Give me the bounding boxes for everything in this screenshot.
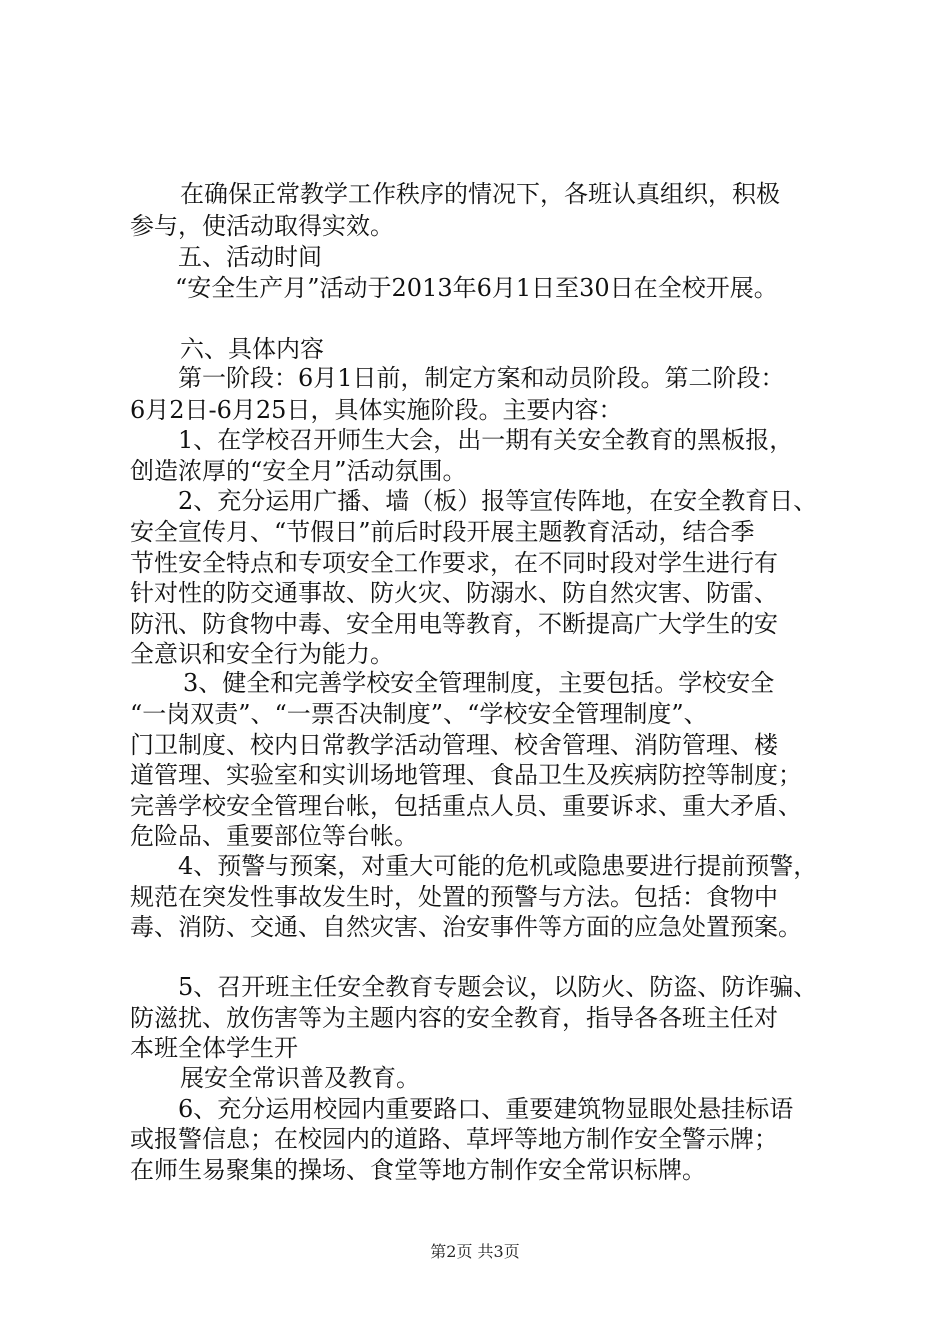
paragraph-line: 防滋扰、放伤害等为主题内容的安全教育，指导各各班主任对 <box>130 1004 778 1032</box>
paragraph-line: 危险品、重要部位等台帐。 <box>130 822 418 850</box>
paragraph-line: 2、充分运用广播、墙（板）报等宣传阵地，在安全教育日、 <box>178 487 818 515</box>
paragraph-line: 节性安全特点和专项安全工作要求，在不同时段对学生进行有 <box>130 549 778 577</box>
paragraph-line: 6月2日-6月25日，具体实施阶段。主要内容： <box>130 396 623 424</box>
paragraph-line: 规范在突发性事故发生时，处置的预警与方法。包括：食物中 <box>130 883 778 911</box>
paragraph-line: 4、预警与预案，对重大可能的危机或隐患要进行提前预警， <box>178 852 818 880</box>
page-number-footer: 第2页 共3页 <box>430 1242 520 1261</box>
paragraph-line: 参与，使活动取得实效。 <box>130 212 394 240</box>
paragraph-line: 毒、消防、交通、自然灾害、治安事件等方面的应急处置预案。 <box>130 913 802 941</box>
paragraph-line: 创造浓厚的“安全月”活动氛围。 <box>130 457 467 485</box>
paragraph-line: 在确保正常教学工作秩序的情况下，各班认真组织，积极 <box>180 180 780 208</box>
paragraph-line: 展安全常识普及教育。 <box>180 1064 420 1092</box>
paragraph-line: 完善学校安全管理台帐，包括重点人员、重要诉求、重大矛盾、 <box>130 792 802 820</box>
section-heading: 六、具体内容 <box>180 335 324 363</box>
paragraph-line: 针对性的防交通事故、防火灾、防溺水、防自然灾害、防雷、 <box>130 579 778 607</box>
paragraph-line: “一岗双责”、“一票否决制度”、“学校安全管理制度”、 <box>130 700 708 728</box>
paragraph-line: 本班全体学生开 <box>130 1034 298 1062</box>
section-heading: 五、活动时间 <box>178 243 322 271</box>
paragraph-line: “安全生产月”活动于2013年6月1日至30日在全校开展。 <box>175 274 778 302</box>
paragraph-line: 防汛、防食物中毒、安全用电等教育，不断提高广大学生的安 <box>130 610 778 638</box>
paragraph-line: 3、健全和完善学校安全管理制度，主要包括。学校安全 <box>183 669 775 697</box>
paragraph-line: 全意识和安全行为能力。 <box>130 640 394 668</box>
paragraph-line: 5、召开班主任安全教育专题会议，以防火、防盗、防诈骗、 <box>178 973 818 1001</box>
paragraph-line: 安全宣传月、“节假日”前后时段开展主题教育活动，结合季 <box>130 518 755 546</box>
paragraph-line: 6、充分运用校园内重要路口、重要建筑物显眼处悬挂标语 <box>178 1095 794 1123</box>
paragraph-line: 道管理、实验室和实训场地管理、食品卫生及疾病防控等制度； <box>130 761 802 789</box>
paragraph-line: 或报警信息；在校园内的道路、草坪等地方制作安全警示牌； <box>130 1125 778 1153</box>
paragraph-line: 在师生易聚集的操场、食堂等地方制作安全常识标牌。 <box>130 1156 706 1184</box>
paragraph-line: 门卫制度、校内日常教学活动管理、校舍管理、消防管理、楼 <box>130 731 778 759</box>
paragraph-line: 第一阶段：6月1日前，制定方案和动员阶段。第二阶段： <box>178 364 785 392</box>
paragraph-line: 1、在学校召开师生大会，出一期有关安全教育的黑板报， <box>178 426 794 454</box>
